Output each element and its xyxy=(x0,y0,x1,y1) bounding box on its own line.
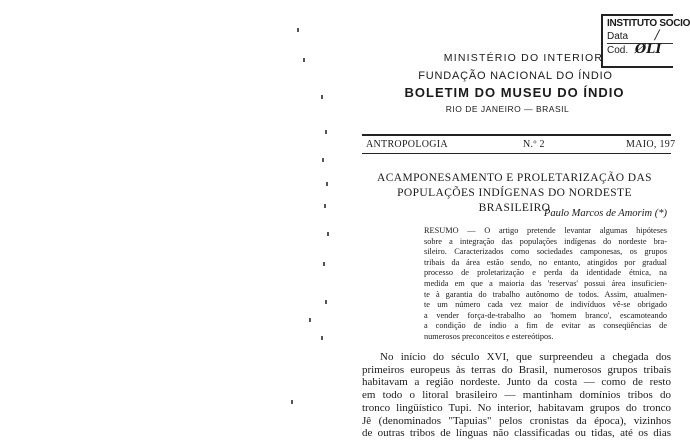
abstract-line: RESUMO — O artigo pretende levantar algumas hipóteses xyxy=(424,226,667,235)
abstract-line: sobre a integração das populações indígenas do nordeste bra- xyxy=(424,236,667,246)
body-line: de outras tribos de línguas não classificadas ou tidas, até os dias xyxy=(362,427,671,440)
scan-gutter xyxy=(285,0,345,431)
series-number: N.º 2 xyxy=(523,139,545,150)
foundation-line: FUNDAÇÃO NACIONAL DO ÍNDIO xyxy=(418,70,613,82)
series-rule-top xyxy=(362,134,671,136)
stamp-institution: INSTITUTO SOCIO xyxy=(607,18,690,29)
scan-speck xyxy=(309,318,311,322)
scan-speck xyxy=(303,58,305,62)
article-title-line: POPULAÇÕES INDÍGENAS DO NORDESTE BRASILEIRO xyxy=(397,187,632,214)
scan-speck xyxy=(325,300,327,304)
body-line: primeiros europeus às terras do Brasil, numerosos grupos tribais xyxy=(362,363,671,376)
ministry-line: MINISTÉRIO DO INTERIOR xyxy=(443,52,604,64)
scan-speck xyxy=(297,28,299,32)
scan-speck xyxy=(322,158,324,162)
bulletin-title: BOLETIM DO MUSEU DO ÍNDIO xyxy=(404,85,625,100)
scan-speck xyxy=(291,400,293,404)
body-line: tronco lingüístico Tupi. No interior, habitavam grupos do tronco xyxy=(362,401,671,414)
article-author: Paulo Marcos de Amorim (*) xyxy=(543,208,667,219)
scan-speck xyxy=(327,232,329,236)
body-line: Jê (denominados "Tapuias" pelos cronistas da época), vizinhos xyxy=(362,414,671,427)
masthead xyxy=(360,52,671,114)
scan-speck xyxy=(324,204,326,208)
series-rule-bottom xyxy=(362,153,671,154)
series-date: MAIO, 197 xyxy=(626,139,676,150)
scan-speck xyxy=(321,95,323,99)
abstract-line: sileiro. Caracterizados como sociedades camponesas, os grupos xyxy=(424,247,667,257)
article-title-line: ACAMPONESAMENTO E PROLETARIZAÇÃO DAS xyxy=(377,172,652,184)
stamp-code-value: ØLI xyxy=(634,42,662,57)
abstract-line: a vender força-de-trabalho ao 'homem branco', escamoteando xyxy=(424,310,667,320)
body-paragraph xyxy=(362,351,671,440)
body-line: em todo o litoral brasileiro — mantinham domínios tribos do xyxy=(362,389,671,402)
abstract-line: te um número cada vez maior de indivíduos vê-se obrigado xyxy=(424,300,667,310)
series-section: ANTROPOLOGIA xyxy=(366,139,448,150)
abstract-line: numerosos preconceitos e estereótipos. xyxy=(424,331,554,341)
scan-speck xyxy=(325,130,327,134)
abstract xyxy=(424,226,667,343)
scan-speck xyxy=(326,182,328,186)
stamp-date-label: Data xyxy=(607,31,629,42)
abstract-line: processo de proletarização e perda da identidade étnica, na xyxy=(424,268,667,278)
abstract-line: a condição de índio a fim de evitar as conseqüências de xyxy=(424,321,667,331)
stamp-date-value: / xyxy=(654,28,660,43)
abstract-line: te à garantia do trabalho autônomo de todos. Assim, atualmen- xyxy=(424,289,667,299)
body-line: No início do século XVI, que surpreendeu a chegada dos xyxy=(380,351,671,363)
abstract-line: tribais da área estão sendo, no entanto, atingidos por gradual xyxy=(424,257,667,267)
scan-speck xyxy=(321,336,323,340)
abstract-line: medida em que a maioria das 'reservas' possui área insuficien- xyxy=(424,278,667,288)
stamp-code-label: Cod. xyxy=(607,45,629,56)
city-line: RIO DE JANEIRO — BRASIL xyxy=(445,104,570,114)
body-line: habitavam a região nordeste. Junto da costa — como de resto xyxy=(362,376,671,389)
scan-speck xyxy=(323,262,325,266)
